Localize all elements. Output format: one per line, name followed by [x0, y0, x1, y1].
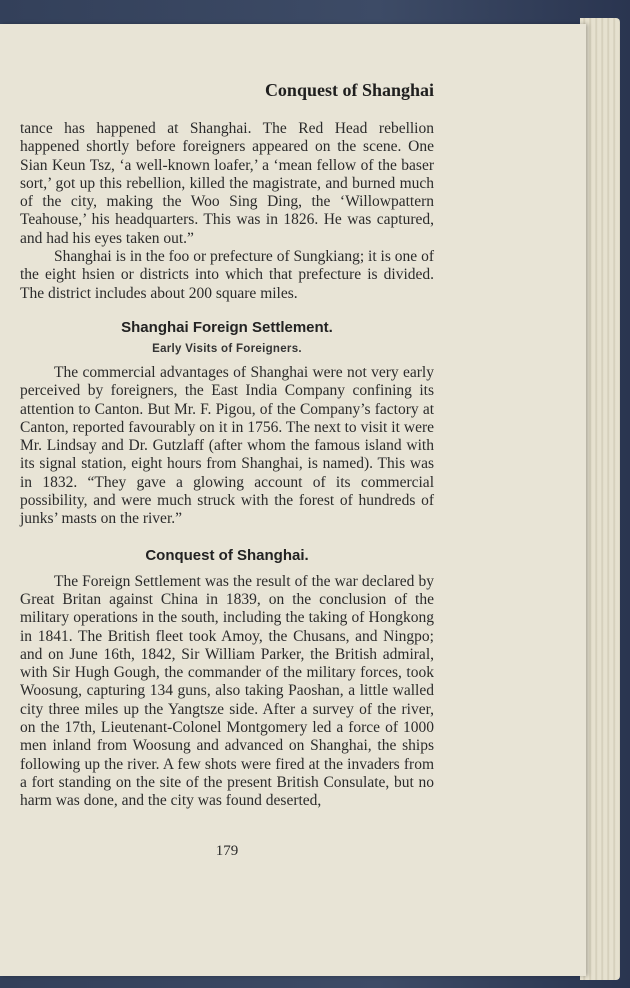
page-content: [20, 120, 434, 811]
section-heading-conquest: Conquest of Shanghai.: [145, 546, 309, 564]
paragraph-prefecture: Shanghai is in the foo or prefecture of Sungkiang; it is one of the eight hsien or districts into which that prefecture is divided. The district includes about 200 square miles.: [20, 248, 434, 302]
section-heading-foreign-settlement: Shanghai Foreign Settlement.: [121, 318, 333, 336]
page-number: 179: [215, 843, 239, 859]
paragraph-conquest: The Foreign Settlement was the result of the war declared by Great Britan against China in 1839, on the conclusion of the military operations in the south, including the taking of Hongkong in 1841. The British fleet took Amoy, the Chusans, and Ningpo; and on June 16th, 1842, Sir William Parker, the British admiral, with Sir Hugh Gough, the commander of the military forces, took Woosung, capturing 134 guns, also taking Paoshan, a little walled city three miles up the Yangtsze side. After a survey of the river, on the 17th, Lieutenant-Colonel Montgomery led a force of 1000 men inland from Woosung and advanced on Shanghai, the ships following up the river. A few shots were fired at the invaders from a fort standing on the site of the present British Consulate, but no harm was done, and the city was found deserted,: [20, 572, 434, 810]
paragraph-early-visits: The commercial advantages of Shanghai were not very early perceived by foreigners, the East India Company confining its attention to Canton. But Mr. F. Pigou, of the Company’s factory at Canton, reported favourably on it in 1756. The next to visit it were Mr. Lindsay and Dr. Gutzlaff (after whom the famous island with its signal station, eight hours from Shanghai, is named). This was in 1832. “They gave a glowing account of its commercial possibility, and were much struck with the forest of hundreds of junks’ masts on the river.”: [20, 363, 434, 528]
page-edges: [580, 18, 620, 980]
subheading-early-visits: Early Visits of Foreigners.: [152, 342, 302, 355]
running-head: Conquest of Shanghai: [264, 80, 434, 100]
paragraph-rebellion: tance has happened at Shanghai. The Red Head rebellion happened shortly before foreigners appeared on the scene. One Sian Keun Tsz, ‘a well-known loafer,’ a ‘mean fellow of the baser sort,’ got up this rebellion, killed the magistrate, and burned much of the city, making the Woo Sing Ding, the ‘Willowpattern Teahouse,’ his headquarters. This was in 1826. He was captured, and had his eyes taken out.”: [20, 120, 434, 247]
